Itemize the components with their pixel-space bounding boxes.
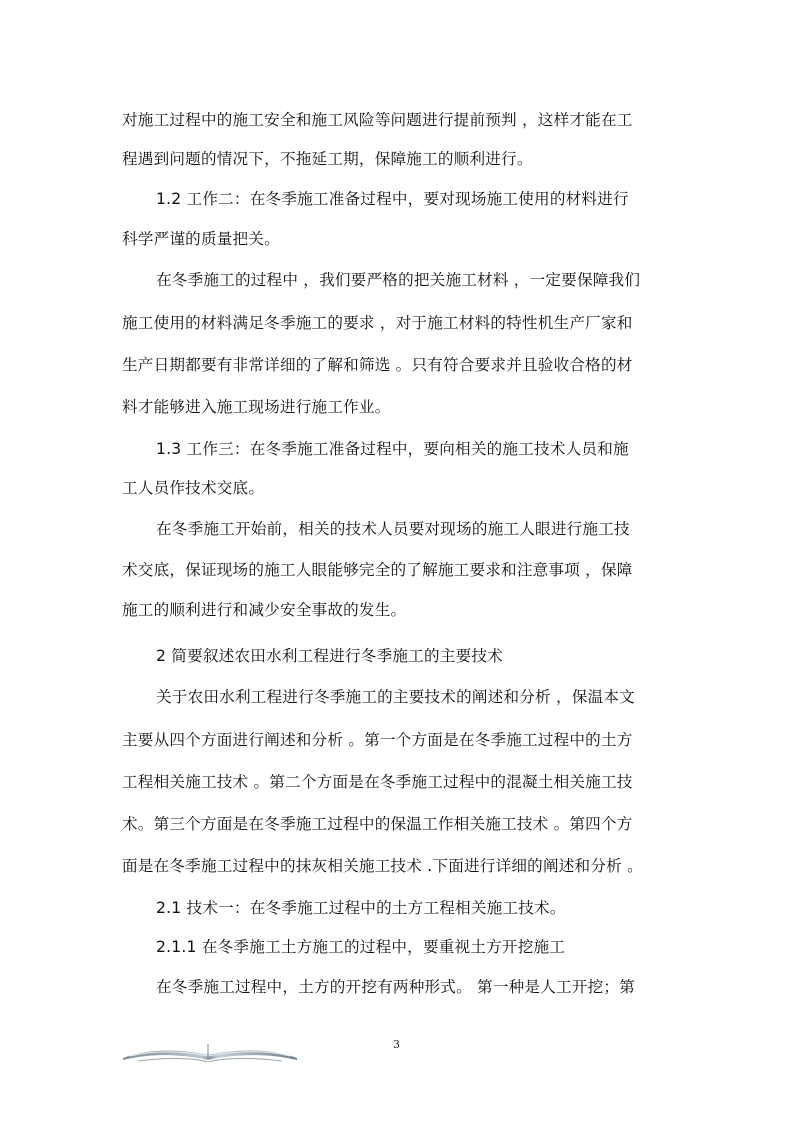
page-number: 3: [393, 1038, 400, 1051]
section-heading-2-1: 2.1 技术一：在冬季施工过程中的土方工程相关施工技术。: [156, 899, 566, 917]
text-line: 程遇到问题的情况下，不拖延工期，保障施工的顺利进行。: [122, 150, 533, 168]
text-line: 关于农田水利工程进行冬季施工的主要技术的阐述和分析 ，保温本文: [156, 688, 635, 706]
text-line: 主要从四个方面进行阐述和分析 。第一个方面是在冬季施工过程中的土方: [122, 731, 633, 749]
text-line: 在冬季施工的过程中 ，我们要严格的把关施工材料 ，一定要保障我们: [156, 271, 641, 289]
section-heading-1-2: 1.2 工作二：在冬季施工准备过程中，要对现场施工使用的材料进行: [156, 190, 629, 208]
text-line: 施工使用的材料满足冬季施工的要求 ，对于施工材料的特性机生产厂家和: [122, 314, 633, 332]
text-line: 对施工过程中的施工安全和施工风险等问题进行提前预判 ，这样才能在工: [122, 111, 633, 129]
text-line: 料才能够进入施工现场进行施工作业。: [122, 398, 391, 416]
section-heading-2-1-1: 2.1.1 在冬季施工土方施工的过程中，要重视土方开挖施工: [156, 938, 566, 956]
text-line: 术。第三个方面是在冬季施工过程中的保温工作相关施工技术 。第四个方: [122, 815, 633, 833]
text-line: 施工的顺利进行和减少安全事故的发生。: [122, 601, 407, 619]
text-line: 在冬季施工开始前，相关的技术人员要对现场的施工人眼进行施工技: [156, 520, 630, 538]
text-line: 生产日期都要有非常详细的了解和筛选 。只有符合要求并且验收合格的材: [122, 356, 633, 374]
section-heading-1-3: 1.3 工作三：在冬季施工准备过程中，要向相关的施工技术人员和施: [156, 440, 629, 458]
section-heading-2: 2 简要叙述农田水利工程进行冬季施工的主要技术: [156, 647, 503, 665]
text-line: 在冬季施工过程中，土方的开挖有两种形式。 第一种是人工开挖；第: [156, 978, 635, 996]
text-line: 术交底，保证现场的施工人眼能够完全的了解施工要求和注意事项 ，保障: [122, 561, 633, 579]
open-book-icon: [120, 1038, 300, 1062]
text-line: 工人员作技术交底。: [122, 479, 265, 497]
text-line: 科学严谨的质量把关。: [122, 230, 280, 248]
text-line: 工程相关施工技术 。第二个方面是在冬季施工过程中的混凝土相关施工技: [122, 773, 633, 791]
text-line: 面是在冬季施工过程中的抹灰相关施工技术 .下面进行详细的阐述和分析 。: [122, 857, 643, 875]
